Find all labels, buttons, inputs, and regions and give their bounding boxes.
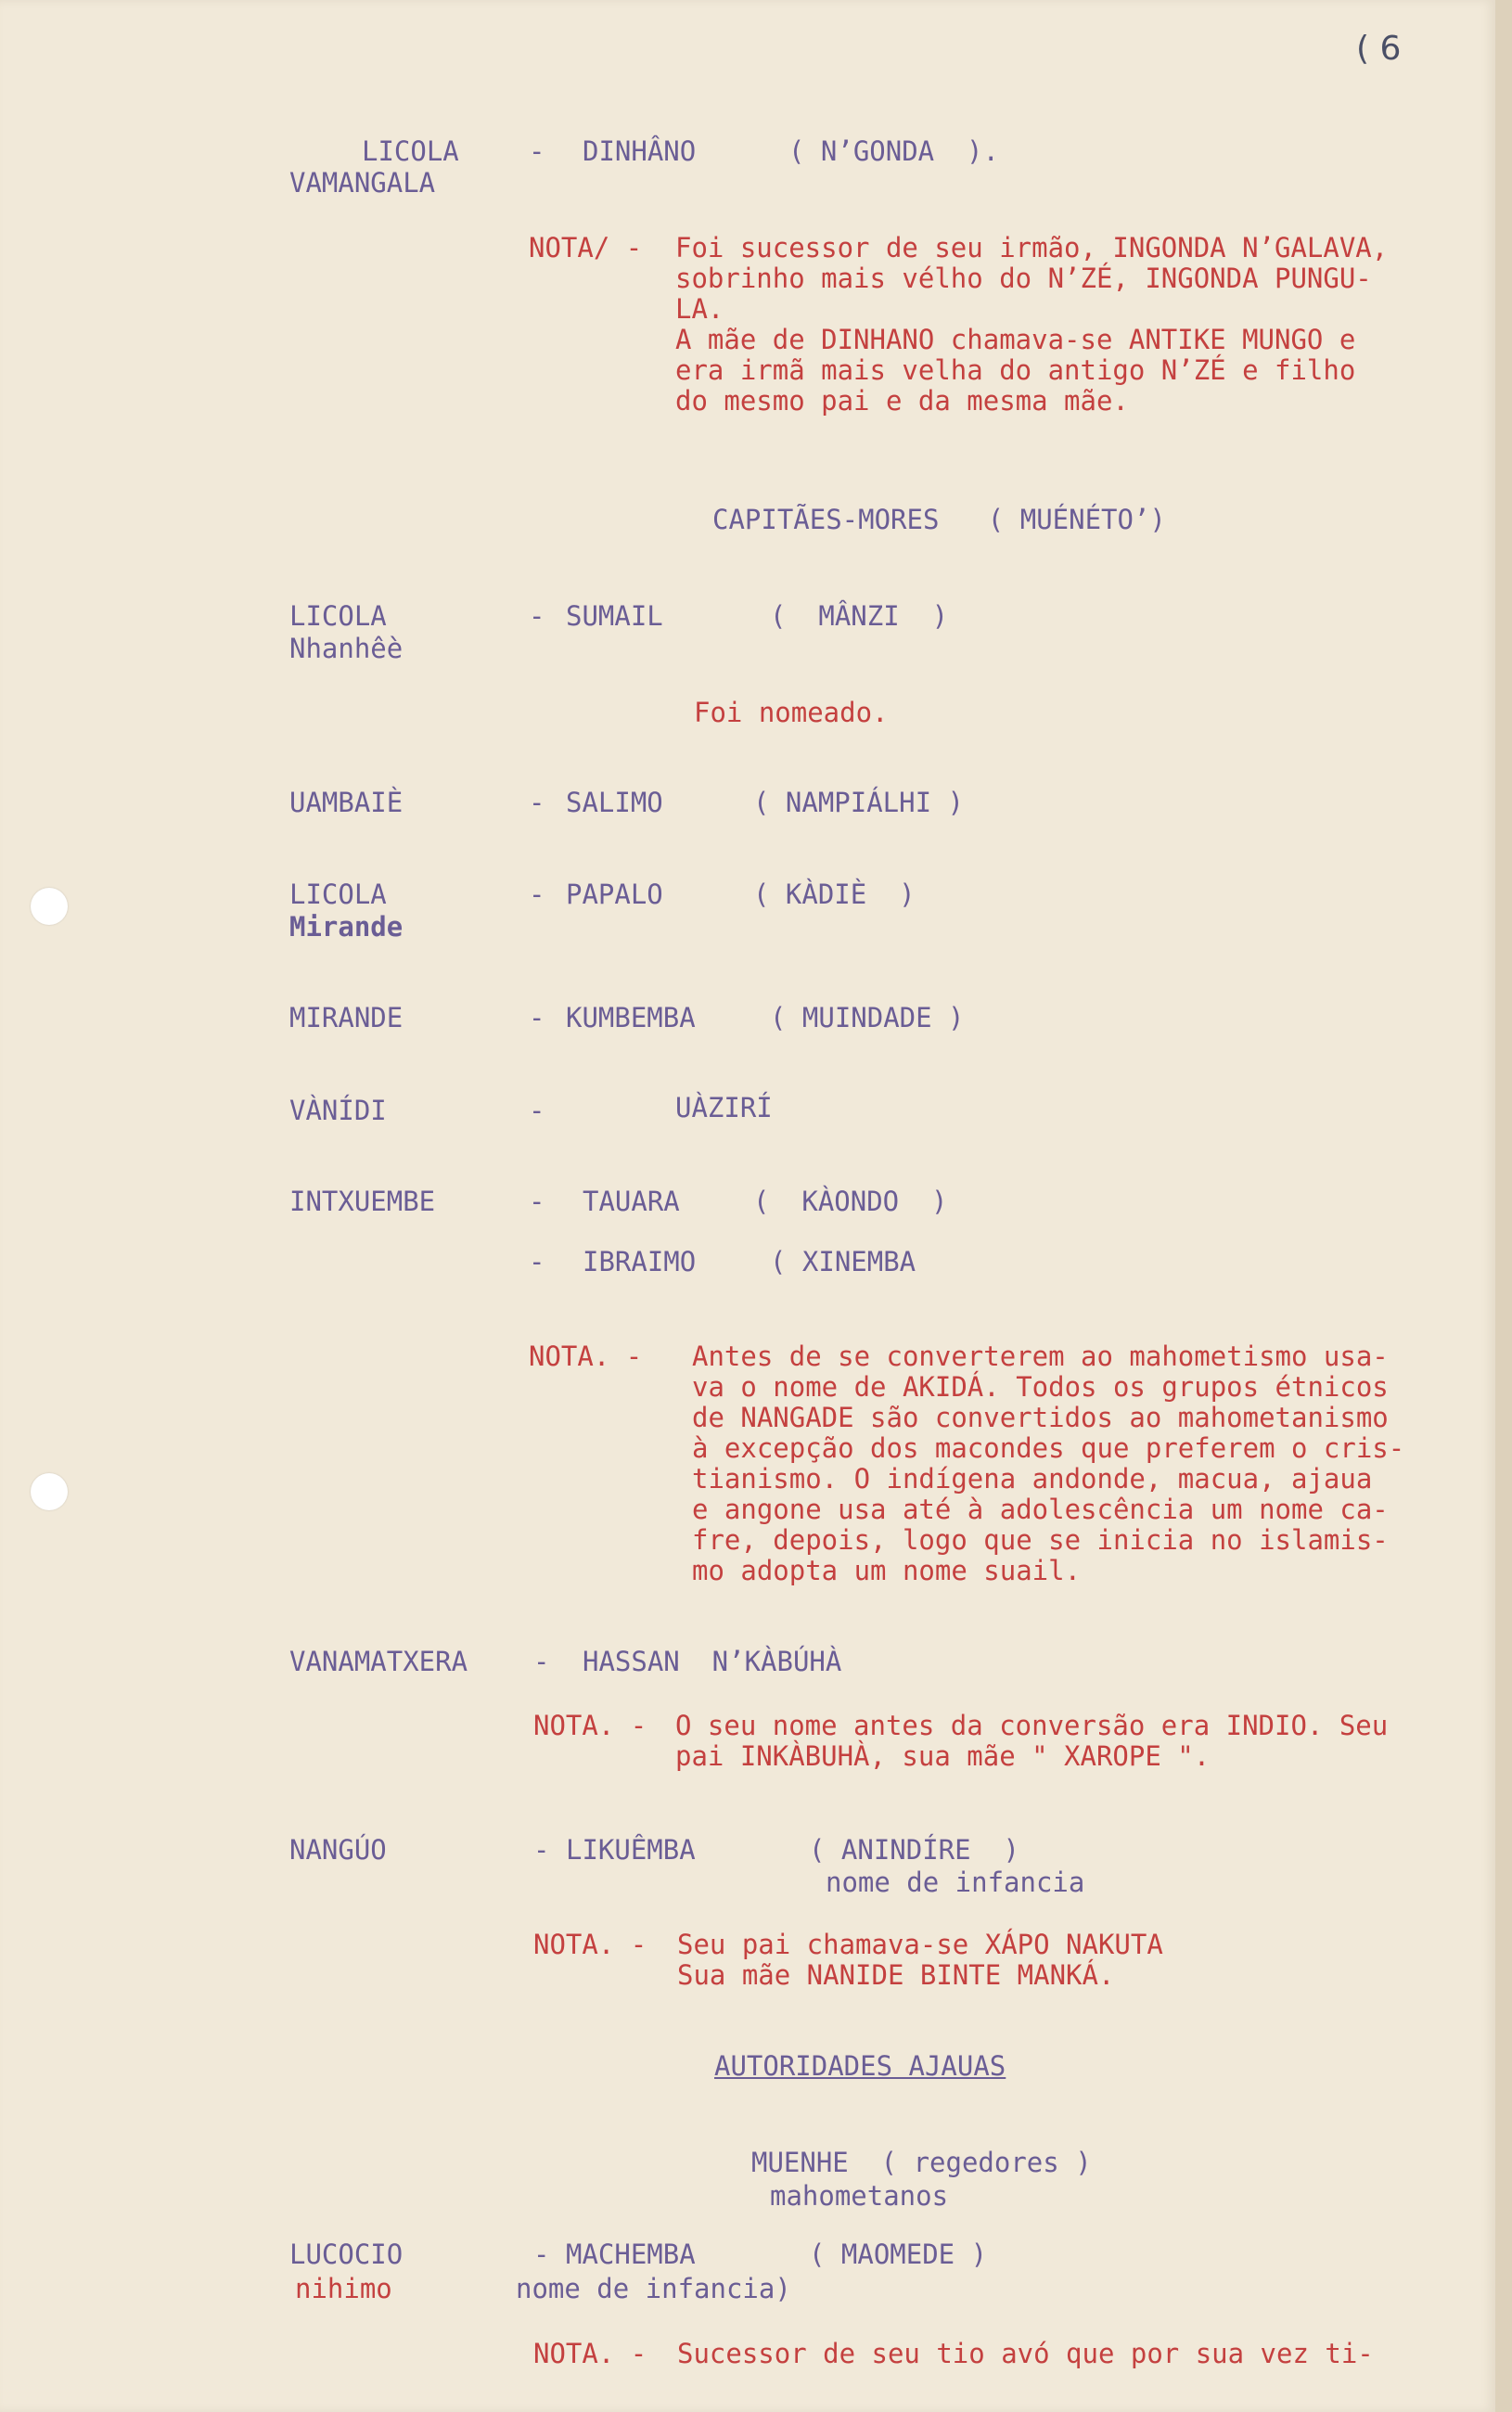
entry-dash: -: [529, 135, 545, 167]
entry-note: Foi nomeado.: [694, 697, 889, 728]
entry-name: VÀNÍDI: [289, 1095, 387, 1126]
nota-label: NOTA. -: [533, 1710, 647, 1741]
entry-name: LICOLA: [362, 135, 459, 167]
entry-name: MIRANDE: [289, 1002, 404, 1033]
entry-dash: -: [533, 1646, 550, 1677]
nota-line: à excepção dos macondes que preferem o cris-: [692, 1432, 1405, 1464]
page-edge: [1495, 0, 1512, 2412]
entry-paren: ( ANINDÍRE ): [809, 1834, 1019, 1866]
nota-line: sobrinho mais vélho do N’ZÉ, INGONDA PUNGU-: [675, 263, 1372, 294]
entry-dash: -: [533, 2239, 550, 2270]
entry-name: INTXUEMBE: [289, 1186, 436, 1217]
entry-value: IBRAIMO: [583, 1246, 697, 1277]
entry-name: LICOLA: [289, 600, 387, 632]
section-heading: CAPITÃES-MORES ( MUÉNÉTO’): [712, 504, 1166, 535]
entry-value: UÀZIRÍ: [675, 1092, 773, 1123]
entry-name: LUCOCIO: [289, 2239, 404, 2270]
entry-dash: -: [529, 879, 545, 910]
entry-value: TAUARA: [583, 1186, 680, 1217]
entry-value: SALIMO: [566, 787, 663, 818]
entry-dash: -: [529, 1186, 545, 1217]
entry-value: LIKUÊMBA: [566, 1834, 696, 1866]
entry-paren: ( MÂNZI ): [770, 600, 949, 632]
nota-label: NOTA. -: [533, 1929, 647, 1960]
entry-name: VANAMATXERA: [289, 1646, 468, 1677]
entry-dash: -: [529, 787, 545, 818]
nota-line: Seu pai chamava-se XÁPO NAKUTA: [677, 1929, 1163, 1960]
entry-paren: ( KÀONDO ): [753, 1186, 948, 1217]
entry-value: MACHEMBA: [566, 2239, 696, 2270]
nota-line: era irmã mais velha do antigo N’ZÉ e filho: [675, 354, 1356, 386]
entry-paren: ( MUINDADE ): [770, 1002, 965, 1033]
entry-value: PAPALO: [566, 879, 663, 910]
entry-paren: ( XINEMBA: [770, 1246, 916, 1277]
subsection-heading: MUENHE ( regedores ): [751, 2147, 1092, 2178]
entry-dash: -: [529, 600, 545, 632]
nota-line: fre, depois, logo que se inicia no islamis-: [692, 1524, 1389, 1556]
nota-line: Sua mãe NANIDE BINTE MANKÁ.: [677, 1959, 1115, 1991]
entry-dash: -: [529, 1246, 545, 1277]
nota-line: e angone usa até à adolescência um nome ca-: [692, 1494, 1389, 1525]
entry-name: nihimo: [295, 2273, 392, 2304]
entry-value: HASSAN N’KÀBÚHÀ: [583, 1646, 842, 1677]
entry-name: LICOLA: [289, 879, 387, 910]
nota-line: pai INKÀBUHÀ, sua mãe " XAROPE ".: [675, 1740, 1211, 1772]
punch-hole-top: [31, 888, 68, 925]
entry-value: KUMBEMBA: [566, 1002, 696, 1033]
nota-line: de NANGADE são convertidos ao mahometanismo: [692, 1402, 1389, 1433]
entry-dash: -: [529, 1002, 545, 1033]
page-number: ( 6: [1356, 30, 1402, 68]
nota-line: va o nome de AKIDÁ. Todos os grupos étnicos: [692, 1371, 1389, 1403]
entry-value: SUMAIL: [566, 600, 663, 632]
entry-paren: ( MAOMEDE ): [809, 2239, 988, 2270]
entry-dash: -: [533, 1834, 550, 1866]
entry-value: DINHÂNO: [583, 135, 697, 167]
nota-line: Foi sucessor de seu irmão, INGONDA N’GALAVA,: [675, 232, 1389, 263]
entry-name: Mirande: [289, 911, 404, 943]
entry-name: UAMBAIÈ: [289, 787, 404, 818]
entry-paren: ( N’GONDA ).: [788, 135, 999, 167]
nota-label: NOTA. -: [533, 2338, 647, 2369]
nota-line: do mesmo pai e da mesma mãe.: [675, 385, 1129, 417]
nota-label: NOTA/ -: [529, 232, 643, 263]
nota-label: NOTA. -: [529, 1341, 643, 1372]
section-heading: AUTORIDADES AJAUAS: [714, 2050, 1006, 2082]
entry-paren: ( KÀDIÈ ): [753, 879, 916, 910]
entry-dash: -: [529, 1095, 545, 1126]
nota-line: tianismo. O indígena andonde, macua, ajaua: [692, 1463, 1373, 1495]
entry-subnote: nome de infancia: [826, 1867, 1085, 1898]
nota-line: Sucessor de seu tio avó que por sua vez ti-: [677, 2338, 1374, 2369]
entry-name: NANGÚO: [289, 1834, 387, 1866]
entry-subnote: nome de infancia): [516, 2273, 791, 2304]
entry-paren: ( NAMPIÁLHI ): [753, 787, 964, 818]
nota-line: Antes de se converterem ao mahometismo usa-: [692, 1341, 1389, 1372]
entry-name: VAMANGALA: [289, 167, 436, 199]
nota-line: A mãe de DINHANO chamava-se ANTIKE MUNGO e: [675, 324, 1356, 355]
nota-line: LA.: [675, 293, 724, 325]
entry-name: Nhanhêè: [289, 633, 404, 664]
nota-line: O seu nome antes da conversão era INDIO. Seu: [675, 1710, 1389, 1741]
subsection-subheading: mahometanos: [770, 2180, 949, 2212]
nota-line: mo adopta um nome suail.: [692, 1555, 1082, 1586]
punch-hole-bottom: [31, 1473, 68, 1510]
